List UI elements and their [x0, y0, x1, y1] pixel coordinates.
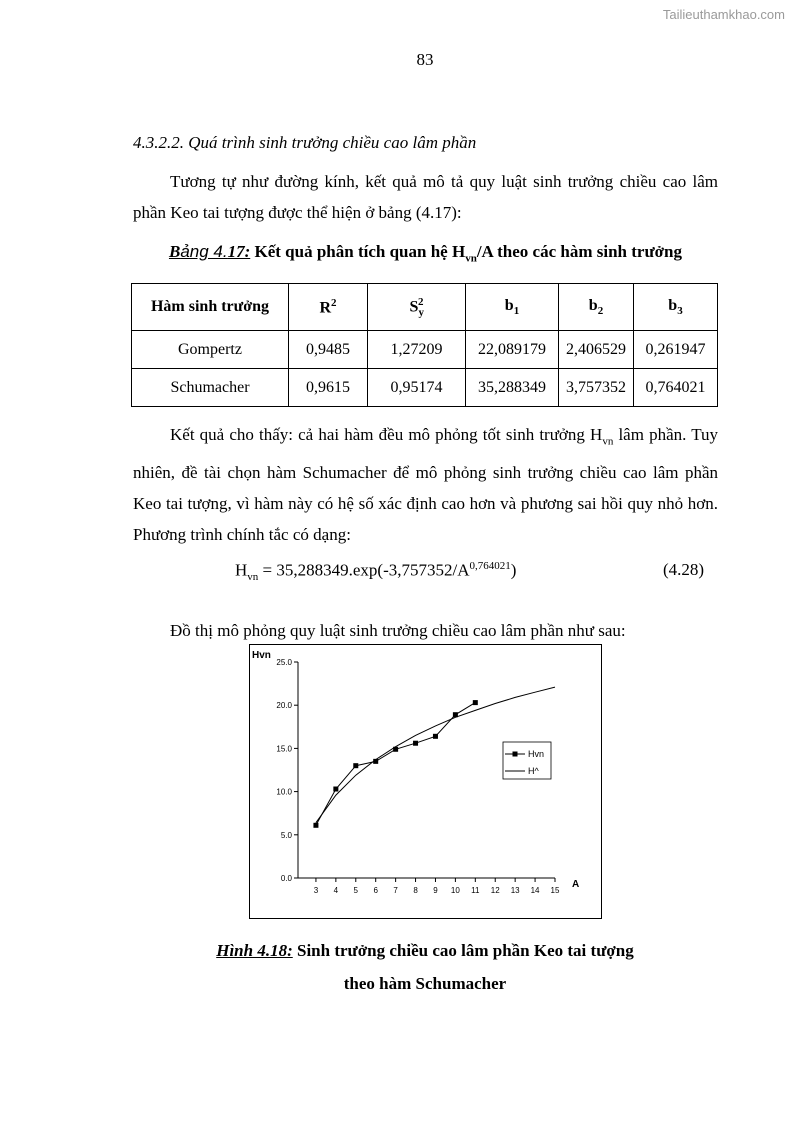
table-cell: 2,406529 — [559, 331, 634, 369]
y-tick-label: 15.0 — [276, 744, 292, 754]
x-tick-label: 3 — [313, 886, 319, 895]
table-caption: Bảng 4.17: Kết quả phân tích quan hệ $H_{vn}/A$ theo các hàm sinh trưởng — [168, 242, 683, 265]
header-cell: $b_1$ — [466, 284, 559, 331]
table-cell: Gompertz — [132, 331, 289, 369]
x-tick-label: 14 — [530, 886, 540, 895]
x-tick-label: 11 — [471, 886, 480, 895]
section-heading: 4.3.2.2. Quá trình sinh trưởng chiều cao lâm phần — [133, 133, 477, 152]
paragraph-2: Kết quả cho thấy: cả hai hàm đều mô phỏng tốt sinh trưởng $H_{vn}$ lâm phần. Tuy nhiên, đề tài chọn hàm Schumacher để mô phỏng sinh trưởng chiều cao lâm phần Keo tai tượng, vì hàm này có hệ số xác định cao hơn và phương sai hồi quy nhỏ hơn. Phương trình chính tắc có dạng: — [133, 425, 718, 545]
table-row — [132, 331, 718, 369]
x-tick-label: 12 — [490, 886, 500, 895]
header-cell: $R^2$ — [289, 284, 368, 331]
data-point-hvn — [313, 823, 318, 828]
table-caption-label: Bảng 4.17: — [168, 242, 251, 261]
header-cell: $b_3$ — [634, 284, 718, 331]
y-tick-label: 10.0 — [276, 787, 292, 797]
y-tick-label: 25.0 — [276, 658, 292, 667]
y-tick-label: 20.0 — [276, 701, 292, 711]
x-tick-label: 13 — [510, 886, 520, 895]
paragraph-1: Tương tự như đường kính, kết quả mô tả quy luật sinh trưởng chiều cao lâm phần Keo tai tượng được thể hiện ở bảng (4.17): — [133, 172, 718, 222]
legend-box — [503, 742, 551, 779]
chart-legend — [503, 742, 551, 779]
legend-label-hhat: H^ — [528, 766, 539, 776]
x-tick-label: 8 — [413, 886, 418, 895]
x-tick-label: 7 — [393, 886, 398, 895]
data-point-hvn — [413, 741, 418, 746]
x-tick-label: 5 — [353, 886, 359, 895]
table-cell: 35,288349 — [466, 369, 559, 407]
equation: $H_{vn} = 35,288349.\exp(-3,757352/A^{0,764021})$ — [235, 560, 517, 584]
header-cell: $b_2$ — [559, 284, 634, 331]
growth-chart — [250, 645, 601, 918]
y-tick-label: 0.0 — [280, 874, 292, 883]
x-tick-label: 10 — [450, 886, 460, 895]
y-tick-label: 5.0 — [280, 830, 292, 840]
y-axis-label: Hvn — [252, 650, 271, 661]
data-point-hvn — [473, 700, 478, 705]
figure-caption-line-2: theo hàm Schumacher — [343, 974, 507, 993]
table-cell: 0,764021 — [634, 369, 718, 407]
data-point-hvn — [353, 763, 358, 768]
paragraph-3: Đồ thị mô phỏng quy luật sinh trưởng chiều cao lâm phần như sau: — [170, 621, 626, 640]
x-axis-label: A — [572, 879, 580, 890]
chart-frame — [249, 644, 602, 919]
x-tick-label: 9 — [433, 886, 438, 895]
figure-caption-line-1: Hình 4.18: Sinh trưởng chiều cao lâm phần Keo tai tượng — [216, 941, 634, 960]
table-cell: 1,27209 — [368, 331, 466, 369]
header-cell: $S_y^2$ — [368, 284, 466, 331]
table-cell: 0,95174 — [368, 369, 466, 407]
table-row — [132, 369, 718, 407]
series-line-hvn — [316, 703, 475, 826]
header-cell: Hàm sinh trưởng — [132, 284, 289, 331]
x-tick-label: 4 — [333, 886, 339, 895]
watermark: Tailieuthamkhao.com — [662, 7, 785, 22]
x-tick-label: 6 — [373, 886, 378, 895]
table-cell: 22,089179 — [466, 331, 559, 369]
data-point-hvn — [433, 734, 438, 739]
table-cell: 0,261947 — [634, 331, 718, 369]
legend-label-hvn: Hvn — [528, 749, 545, 759]
data-point-hvn — [333, 787, 338, 792]
page-number: 83 — [416, 50, 434, 69]
x-tick-label: 15 — [550, 886, 560, 895]
figure-caption-label: Hình 4.18: — [216, 941, 293, 960]
equation-number: (4.28) — [663, 560, 705, 579]
table-cell: 3,757352 — [559, 369, 634, 407]
table-cell: 0,9485 — [289, 331, 368, 369]
legend-marker-hvn — [513, 752, 518, 757]
table-cell: 0,9615 — [289, 369, 368, 407]
table-cell: Schumacher — [132, 369, 289, 407]
results-table — [131, 283, 718, 407]
table-header-row — [132, 284, 718, 331]
